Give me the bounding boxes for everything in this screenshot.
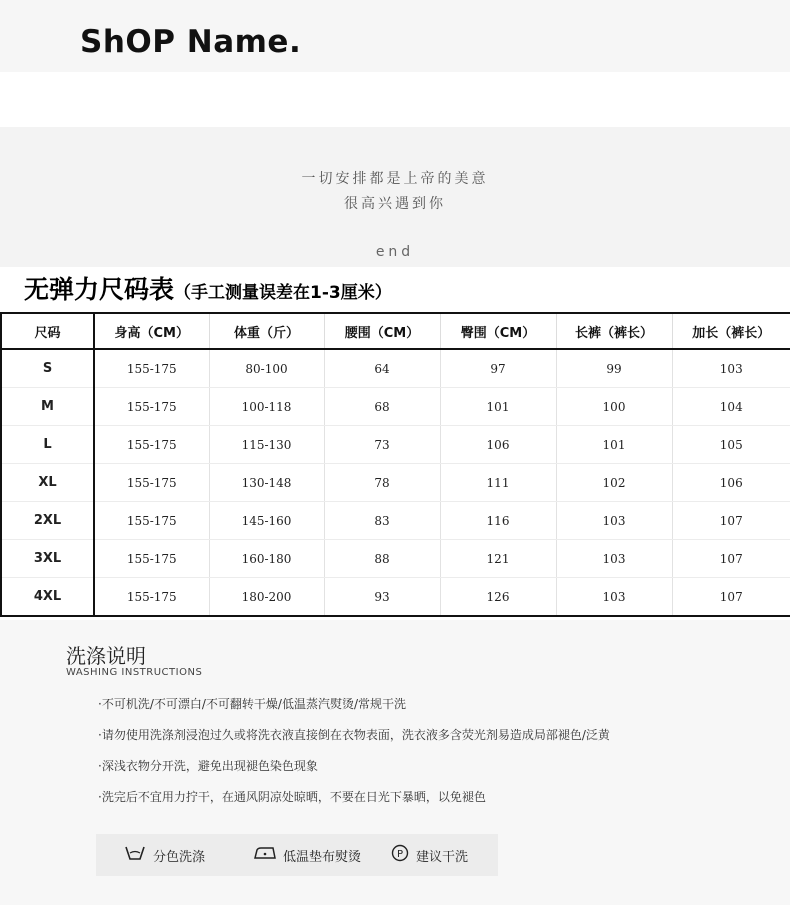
quote-line-2: 很高兴遇到你 xyxy=(344,196,446,212)
washing-title-en: WASHING INSTRUCTIONS xyxy=(66,667,203,678)
table-cell: 103 xyxy=(556,578,672,617)
iron-icon xyxy=(254,845,276,865)
table-cell: 180-200 xyxy=(209,578,324,617)
table-cell: 107 xyxy=(672,540,790,578)
table-cell: 103 xyxy=(556,540,672,578)
table-row xyxy=(1,349,790,388)
size-label-cell: 4XL xyxy=(1,578,94,617)
table-cell: 155-175 xyxy=(94,349,209,388)
table-cell: 155-175 xyxy=(94,502,209,540)
table-cell: 111 xyxy=(440,464,556,502)
table-cell: 155-175 xyxy=(94,578,209,617)
size-label-cell: 3XL xyxy=(1,540,94,578)
washing-note: ·不可机洗/不可漂白/不可翻转干燥/低温蒸汽熨烫/常规干洗 xyxy=(98,697,406,711)
washing-note: ·深浅衣物分开洗，避免出现褪色染色现象 xyxy=(98,759,318,773)
header-size: 尺码 xyxy=(1,313,94,349)
header-waist: 腰围（CM） xyxy=(324,313,440,349)
size-label-cell: L xyxy=(1,426,94,464)
shop-header xyxy=(0,0,790,72)
size-label-cell: XL xyxy=(1,464,94,502)
shop-name: ShOP Name. xyxy=(80,24,302,60)
table-cell: 88 xyxy=(324,540,440,578)
table-cell: 101 xyxy=(440,388,556,426)
table-cell: 80-100 xyxy=(209,349,324,388)
table-cell: 116 xyxy=(440,502,556,540)
table-cell: 105 xyxy=(672,426,790,464)
header-pants-length: 长裤（裤长） xyxy=(556,313,672,349)
table-cell: 126 xyxy=(440,578,556,617)
table-cell: 104 xyxy=(672,388,790,426)
table-cell: 83 xyxy=(324,502,440,540)
size-chart-subtitle: （手工测量误差在1-3厘米） xyxy=(174,283,392,303)
care-label: 建议干洗 xyxy=(416,849,469,865)
table-cell: 145-160 xyxy=(209,502,324,540)
size-label-cell: S xyxy=(1,349,94,388)
size-label-cell: M xyxy=(1,388,94,426)
table-cell: 160-180 xyxy=(209,540,324,578)
care-item-dry-clean xyxy=(391,834,468,876)
table-row xyxy=(1,464,790,502)
washing-title: 洗涤说明 xyxy=(66,644,146,668)
washing-note: ·请勿使用洗涤剂浸泡过久或将洗衣液直接倒在衣物表面，洗衣液多含荧光剂易造成局部褪色/泛黄 xyxy=(98,728,610,742)
table-cell: 155-175 xyxy=(94,426,209,464)
table-row xyxy=(1,426,790,464)
table-cell: 78 xyxy=(324,464,440,502)
table-cell: 107 xyxy=(672,502,790,540)
care-icons-bar xyxy=(96,834,498,876)
table-cell: 93 xyxy=(324,578,440,617)
table-header-row xyxy=(1,313,790,349)
header-extended-length: 加长（裤长） xyxy=(672,313,790,349)
care-item-low-iron xyxy=(254,834,361,876)
table-cell: 73 xyxy=(324,426,440,464)
header-hip: 臀围（CM） xyxy=(440,313,556,349)
table-cell: 103 xyxy=(556,502,672,540)
table-cell: 130-148 xyxy=(209,464,324,502)
care-item-separate-wash xyxy=(124,834,205,876)
washing-note: ·洗完后不宜用力拧干，在通风阴凉处晾晒，不要在日光下暴晒，以免褪色 xyxy=(98,790,486,804)
table-cell: 107 xyxy=(719,589,743,604)
header-weight: 体重（斤） xyxy=(209,313,324,349)
table-row xyxy=(1,578,790,617)
table-cell: 155-175 xyxy=(94,540,209,578)
dry-clean-p-icon xyxy=(391,844,409,866)
quote-line-1: 一切安排都是上帝的美意 xyxy=(301,171,489,187)
size-label-cell: 2XL xyxy=(1,502,94,540)
care-label: 分色洗涤 xyxy=(153,849,206,865)
size-chart-title: 无弹力尺码表 xyxy=(24,275,175,304)
wash-basin-icon xyxy=(124,845,146,865)
header-height: 身高（CM） xyxy=(94,313,209,349)
table-cell: 102 xyxy=(556,464,672,502)
table-cell: 97 xyxy=(440,349,556,388)
table-cell: 99 xyxy=(556,349,672,388)
table-cell: 106 xyxy=(440,426,556,464)
table-cell: 64 xyxy=(324,349,440,388)
table-cell: 101 xyxy=(556,426,672,464)
table-cell: 68 xyxy=(324,388,440,426)
svg-text:P: P xyxy=(396,849,404,860)
table-cell: 106 xyxy=(672,464,790,502)
table-cell: 155-175 xyxy=(94,388,209,426)
table-cell: 115-130 xyxy=(209,426,324,464)
table-row xyxy=(1,388,790,426)
table-cell: 100-118 xyxy=(209,388,324,426)
size-chart-heading xyxy=(24,270,392,306)
size-table xyxy=(0,312,790,617)
quote-end: end xyxy=(375,244,415,260)
table-row xyxy=(1,540,790,578)
table-cell: 121 xyxy=(440,540,556,578)
table-cell: 155-175 xyxy=(94,464,209,502)
table-row xyxy=(1,502,790,540)
table-cell: 103 xyxy=(672,349,790,388)
care-label: 低温垫布熨烫 xyxy=(283,849,362,865)
table-cell: 100 xyxy=(556,388,672,426)
